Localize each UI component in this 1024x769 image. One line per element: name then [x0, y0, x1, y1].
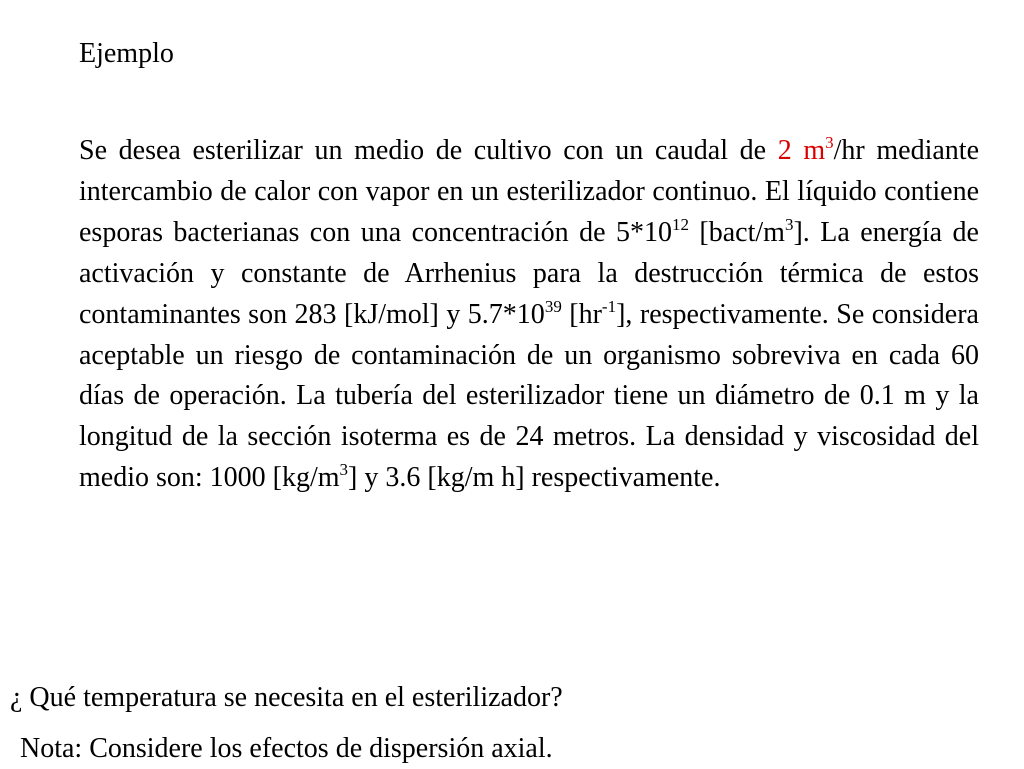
- flow-rate-exponent: 3: [825, 133, 834, 152]
- arrhenius-unit-exponent: -1: [601, 296, 617, 316]
- flow-rate-unit: /hr: [833, 135, 865, 166]
- concentration-unit-exponent: 3: [784, 214, 794, 234]
- concentration-exponent: 12: [671, 214, 689, 234]
- problem-intro: Se desea esterilizar un medio de cultivo con un caudal de: [79, 135, 778, 166]
- concentration-unit: [bact/m: [688, 216, 785, 248]
- flow-rate-number: 2 m: [777, 135, 826, 166]
- arrhenius-exponent: 39: [544, 296, 562, 316]
- problem-text-part-3: ]. La energía de activación y constante de Arrhenius para la destrucción térmica de estos contaminantes son 283 [kJ/mol] y 5.7*10: [79, 216, 979, 330]
- flow-rate-value: [778, 135, 834, 166]
- problem-text-part-4: ], respectivamente. Se considera aceptable un riesgo de contaminación de un organismo sobreviva en cada 60 días de operación. La tubería del esterilizador tiene un diámetro de 0.1 m y la longitud de la sección isoterma es de 24 metros. La densidad y viscosidad del medio son: 1000 [kg/m: [79, 298, 979, 494]
- note-text: Nota: Considere los efectos de dispersión axial.: [20, 733, 553, 764]
- arrhenius-unit: [hr: [561, 298, 602, 330]
- density-unit-exponent: 3: [339, 460, 349, 480]
- problem-text-tail: ] y 3.6 [kg/m h] respectivamente.: [348, 462, 721, 494]
- problem-text-part-2: mediante intercambio de calor con vapor en un esterilizador continuo. El líquido contiene esporas bacterianas con una concentración de 5*10: [79, 135, 979, 248]
- question-text: ¿ Qué temperatura se necesita en el esterilizador?: [10, 682, 563, 713]
- slide-heading: Ejemplo: [79, 38, 174, 69]
- problem-statement: [79, 131, 979, 499]
